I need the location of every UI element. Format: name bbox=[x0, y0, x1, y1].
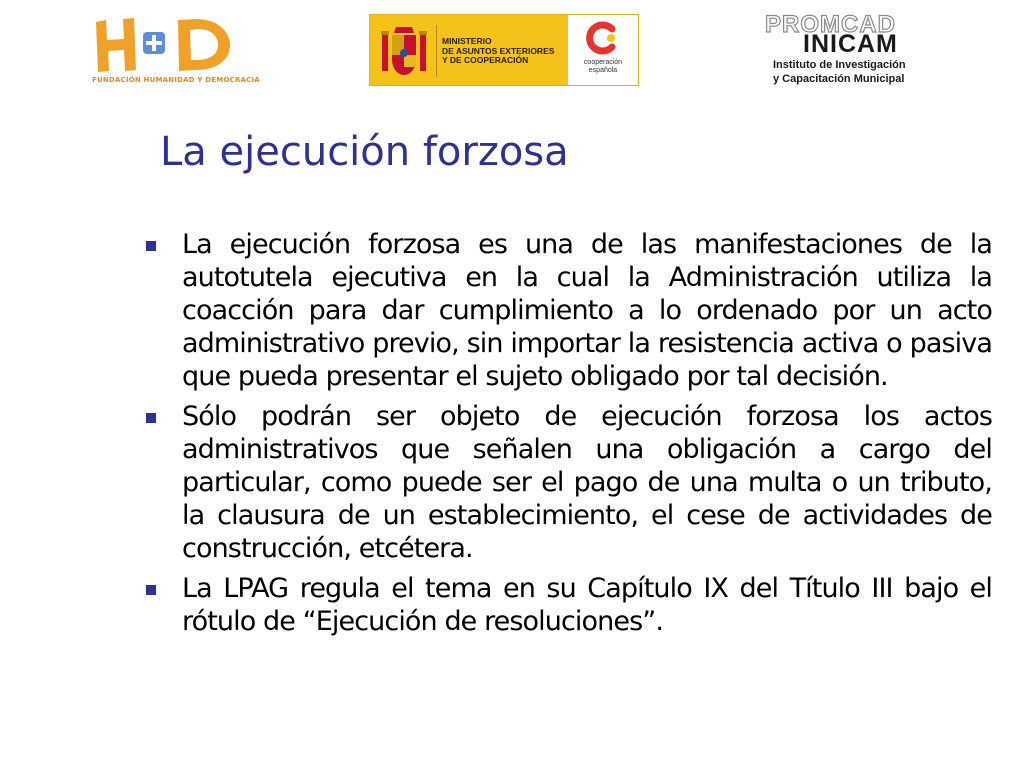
inicam-line-1: Instituto de Investigación bbox=[773, 59, 906, 71]
ministry-logo bbox=[369, 14, 639, 86]
inicam-line-2: y Capacitación Municipal bbox=[773, 73, 905, 85]
plus-icon bbox=[143, 32, 165, 54]
ministry-name: MINISTERIO DE ASUNTOS EXTERIORES Y DE COOPERACIÓN bbox=[442, 36, 555, 65]
bullet-item bbox=[146, 572, 992, 638]
square-bullet-icon bbox=[146, 585, 156, 595]
square-bullet-icon bbox=[146, 413, 156, 423]
bullet-list bbox=[146, 228, 992, 645]
cooperacion-espanola-logo bbox=[568, 15, 638, 85]
slide-title: La ejecución forzosa bbox=[160, 129, 569, 175]
bullet-text: La LPAG regula el tema en su Capítulo IX del Título III bajo el rótulo de “Ejecución de resoluciones”. bbox=[182, 573, 992, 637]
bullet-item bbox=[146, 400, 992, 565]
cooperacion-text: cooperación española bbox=[583, 59, 623, 74]
hd-logo-caption: FUNDACIÓN HUMANIDAD Y DEMOCRACIA bbox=[92, 76, 260, 84]
coat-of-arms-icon bbox=[380, 23, 428, 79]
inicam-wordmark: INICAM bbox=[803, 30, 898, 58]
inicam-logo bbox=[765, 12, 955, 88]
ministry-divider bbox=[436, 25, 437, 77]
hd-foundation-logo bbox=[90, 14, 260, 88]
promcad-wordmark: PROMCAD bbox=[765, 11, 896, 38]
bullet-item bbox=[146, 228, 992, 393]
bullet-text: Sólo podrán ser objeto de ejecución forzosa los actos administrativos que señalen una obligación a cargo del particular, como puede ser el pago de una multa o un tributo, la clausura de un establecimiento, el cese de actividades de construcción, etcétera. bbox=[182, 401, 992, 564]
square-bullet-icon bbox=[146, 241, 156, 251]
hd-logo-mark bbox=[90, 14, 240, 76]
bullet-text: La ejecución forzosa es una de las manifestaciones de la autotutela ejecutiva en la cual la Administración utiliza la coacción para dar cumplimiento a lo ordenado por un acto administrativo previo, sin importar la resistencia activa o pasiva que pueda presentar el sujeto obligado por tal decisión. bbox=[182, 229, 992, 392]
cooperacion-c-icon bbox=[586, 21, 620, 55]
